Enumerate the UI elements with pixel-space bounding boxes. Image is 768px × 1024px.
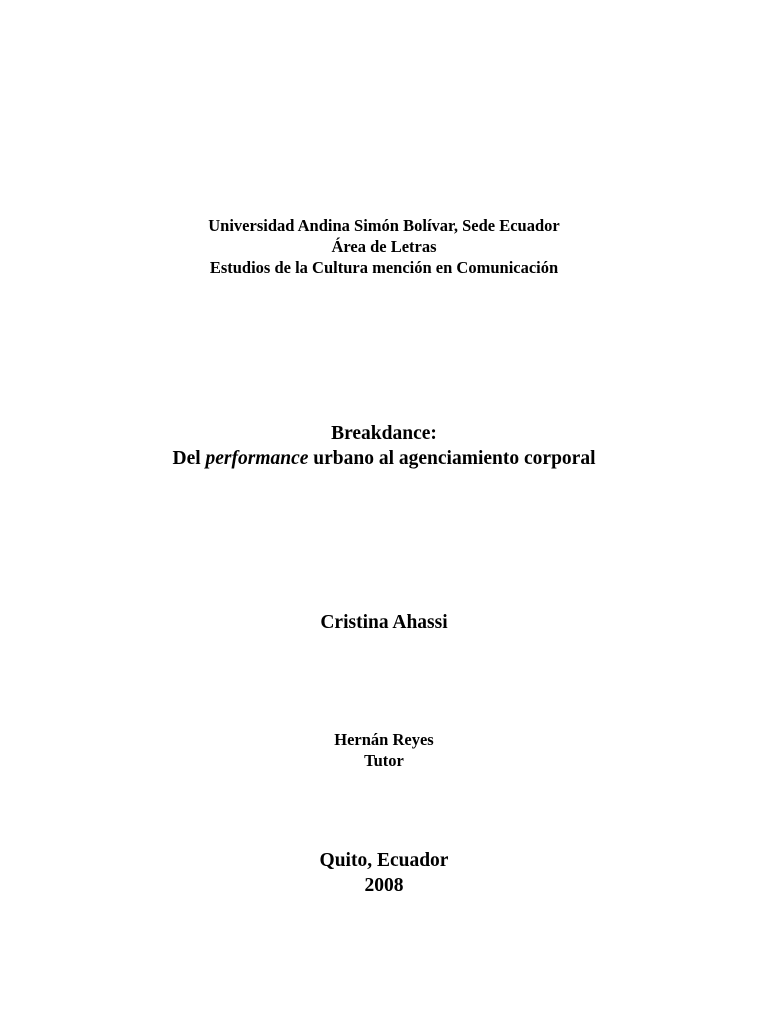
title-prefix: Del	[172, 448, 201, 469]
title-suffix: urbano al agenciamiento corporal	[313, 448, 596, 469]
institution-block	[0, 215, 768, 278]
title-line-1: Breakdance:	[331, 423, 437, 444]
place-date-block	[0, 848, 768, 898]
city: Quito, Ecuador	[319, 850, 449, 871]
tutor-role: Tutor	[364, 751, 404, 770]
author-block	[0, 610, 768, 635]
title-italic-word: performance	[205, 448, 309, 469]
university-name: Universidad Andina Simón Bolívar, Sede Ecuador	[208, 216, 560, 235]
area-name: Área de Letras	[331, 237, 437, 256]
title-line-2	[0, 446, 768, 471]
year: 2008	[364, 875, 404, 896]
program-name: Estudios de la Cultura mención en Comunicación	[209, 258, 559, 277]
tutor-block	[0, 729, 768, 771]
thesis-title	[0, 421, 768, 471]
tutor-name: Hernán Reyes	[334, 730, 434, 749]
author-name: Cristina Ahassi	[320, 612, 448, 633]
